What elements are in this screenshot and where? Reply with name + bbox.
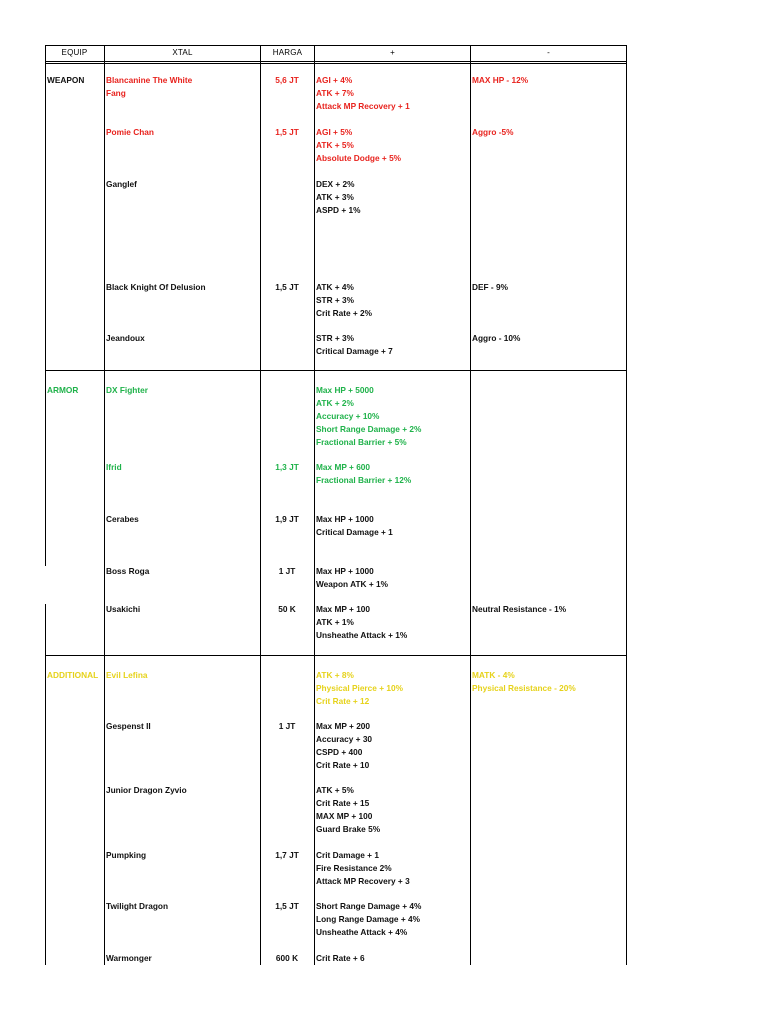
cell-line: Unsheathe Attack + 1% <box>316 630 408 640</box>
xtal-name <box>106 565 149 578</box>
plus-stats <box>316 178 361 217</box>
cell-line: Absolute Dodge + 5% <box>316 153 402 163</box>
cell-line: Guard Brake 5% <box>316 824 381 834</box>
minus-stats <box>472 126 514 139</box>
cell-line: ASPD + 1% <box>316 205 361 215</box>
cell-line: Aggro -5% <box>472 127 514 137</box>
cell-line: ATK + 1% <box>316 617 354 627</box>
price: 1,7 JT <box>275 850 299 860</box>
cell-line: ATK + 8% <box>316 670 354 680</box>
cell-line: Critical Damage + 1 <box>316 527 393 537</box>
cell-line: Evil Lefina <box>106 670 148 680</box>
plus-stats <box>316 332 393 358</box>
cell-line: Crit Rate + 2% <box>316 308 373 318</box>
minus-stats <box>472 74 528 87</box>
minus-stats <box>472 669 576 695</box>
cell-line: Accuracy + 10% <box>316 411 380 421</box>
grid-line <box>314 45 315 965</box>
cell-line: Ifrid <box>106 462 122 472</box>
price: 1 JT <box>278 721 296 731</box>
plus-stats <box>316 74 410 113</box>
xtal-name <box>106 384 148 397</box>
cell-line: Junior Dragon Zyvio <box>106 785 187 795</box>
cell-line: Neutral Resistance - 1% <box>472 604 567 614</box>
cell-line: ATK + 2% <box>316 398 354 408</box>
cell-line: Gespenst II <box>106 721 151 731</box>
grid-line <box>45 370 627 371</box>
xtal-name <box>106 178 137 191</box>
xtal-name <box>106 900 168 913</box>
cell-line: Accuracy + 30 <box>316 734 373 744</box>
plus-stats <box>316 281 372 320</box>
header-equip: EQUIP <box>61 48 88 57</box>
cell-line: Crit Rate + 6 <box>316 953 365 963</box>
cell-line: ATK + 5% <box>316 785 354 795</box>
cell-line: MATK - 4% <box>472 670 515 680</box>
header-plus: + <box>390 48 395 57</box>
header-harga: HARGA <box>272 48 303 57</box>
price: 1,5 JT <box>275 282 299 292</box>
plus-stats <box>316 565 388 591</box>
cell-line: Max HP + 1000 <box>316 566 374 576</box>
cell-line: Physical Resistance - 20% <box>472 683 576 693</box>
grid-line <box>470 45 471 965</box>
cell-line: MAX HP - 12% <box>472 75 529 85</box>
price: 600 K <box>275 953 299 963</box>
cell-line: Attack MP Recovery + 1 <box>316 101 410 111</box>
plus-stats <box>316 461 411 487</box>
grid-line <box>45 63 627 64</box>
xtal-name <box>106 126 154 139</box>
cell-line: Pomie Chan <box>106 127 154 137</box>
cell-line: DEX + 2% <box>316 179 355 189</box>
xtal-name <box>106 952 152 965</box>
section-label: WEAPON <box>47 75 85 85</box>
cell-line: ATK + 3% <box>316 192 354 202</box>
xtal-name <box>106 669 148 682</box>
cell-line: Crit Rate + 12 <box>316 696 370 706</box>
plus-stats <box>316 900 421 939</box>
cell-line: Short Range Damage + 2% <box>316 424 422 434</box>
price: 1,9 JT <box>275 514 299 524</box>
price: 1 JT <box>278 566 296 576</box>
cell-line: Fractional Barrier + 12% <box>316 475 412 485</box>
cell-line: AGI + 4% <box>316 75 353 85</box>
cell-line: CSPD + 400 <box>316 747 363 757</box>
plus-stats <box>316 784 380 836</box>
cell-line: Boss Roga <box>106 566 150 576</box>
price: 1,3 JT <box>275 462 299 472</box>
cell-line: Fang <box>106 88 126 98</box>
section-label: ADDITIONAL <box>47 670 99 680</box>
cell-line: Long Range Damage + 4% <box>316 914 420 924</box>
price: 50 K <box>278 604 296 614</box>
cell-line: Critical Damage + 7 <box>316 346 393 356</box>
grid-line <box>45 45 46 965</box>
price: 5,6 JT <box>275 75 299 85</box>
xtal-name <box>106 603 140 616</box>
cell-line: Usakichi <box>106 604 141 614</box>
xtal-name <box>106 281 206 294</box>
cell-line: DX Fighter <box>106 385 148 395</box>
cell-line: ATK + 7% <box>316 88 354 98</box>
cell-line: Max MP + 200 <box>316 721 371 731</box>
cell-line: Unsheathe Attack + 4% <box>316 927 408 937</box>
cell-line: Black Knight Of Delusion <box>106 282 206 292</box>
cell-line: AGI + 5% <box>316 127 353 137</box>
xtal-name <box>106 849 146 862</box>
grid-line <box>626 45 627 965</box>
cell-line: Physical Pierce + 10% <box>316 683 403 693</box>
minus-stats <box>472 332 520 345</box>
plus-stats <box>316 513 393 539</box>
plus-stats <box>316 384 421 449</box>
cell-line: Fractional Barrier + 5% <box>316 437 407 447</box>
cell-line: ATK + 5% <box>316 140 354 150</box>
cell-line: Ganglef <box>106 179 137 189</box>
cell-line: Fire Resistance 2% <box>316 863 392 873</box>
cell-line: MAX MP + 100 <box>316 811 373 821</box>
plus-stats <box>316 720 372 772</box>
cell-line: Cerabes <box>106 514 139 524</box>
cell-line: Max HP + 5000 <box>316 385 374 395</box>
price: 1,5 JT <box>275 127 299 137</box>
cell-line: STR + 3% <box>316 295 355 305</box>
cell-line: Jeandoux <box>106 333 145 343</box>
header-xtal: XTAL <box>172 48 193 57</box>
xtal-name <box>106 461 122 474</box>
crystal-table <box>45 45 627 965</box>
price: 1,5 JT <box>275 901 299 911</box>
cell-line: Crit Damage + 1 <box>316 850 379 860</box>
plus-stats <box>316 849 410 888</box>
cell-line: Warmonger <box>106 953 152 963</box>
grid-line <box>45 61 627 62</box>
grid-line <box>260 45 261 965</box>
cell-line: Blancanine The White <box>106 75 193 85</box>
cell-line: Crit Rate + 10 <box>316 760 370 770</box>
section-label: ARMOR <box>47 385 79 395</box>
plus-stats <box>316 603 407 642</box>
xtal-name <box>106 784 187 797</box>
cell-line: DEF - 9% <box>472 282 508 292</box>
plus-stats <box>316 669 403 708</box>
xtal-name <box>106 513 139 526</box>
xtal-name <box>106 74 192 100</box>
cell-line: ATK + 4% <box>316 282 354 292</box>
cell-line: Short Range Damage + 4% <box>316 901 422 911</box>
minus-stats <box>472 603 566 616</box>
grid-line <box>104 45 105 965</box>
cell-line: Twilight Dragon <box>106 901 169 911</box>
cell-line: Pumpking <box>106 850 147 860</box>
grid-line <box>45 655 627 656</box>
cell-line: Max HP + 1000 <box>316 514 374 524</box>
cell-line: Attack MP Recovery + 3 <box>316 876 410 886</box>
cell-line: STR + 3% <box>316 333 355 343</box>
cell-line: Max MP + 100 <box>316 604 371 614</box>
minus-stats <box>472 281 508 294</box>
cell-line: Weapon ATK + 1% <box>316 579 388 589</box>
cell-line: Aggro - 10% <box>472 333 521 343</box>
plus-stats <box>316 126 401 165</box>
cell-line: Crit Rate + 15 <box>316 798 370 808</box>
xtal-name <box>106 332 145 345</box>
xtal-name <box>106 720 151 733</box>
header-minus: - <box>547 48 550 57</box>
border-break <box>43 566 47 604</box>
cell-line: Max MP + 600 <box>316 462 371 472</box>
plus-stats <box>316 952 365 965</box>
